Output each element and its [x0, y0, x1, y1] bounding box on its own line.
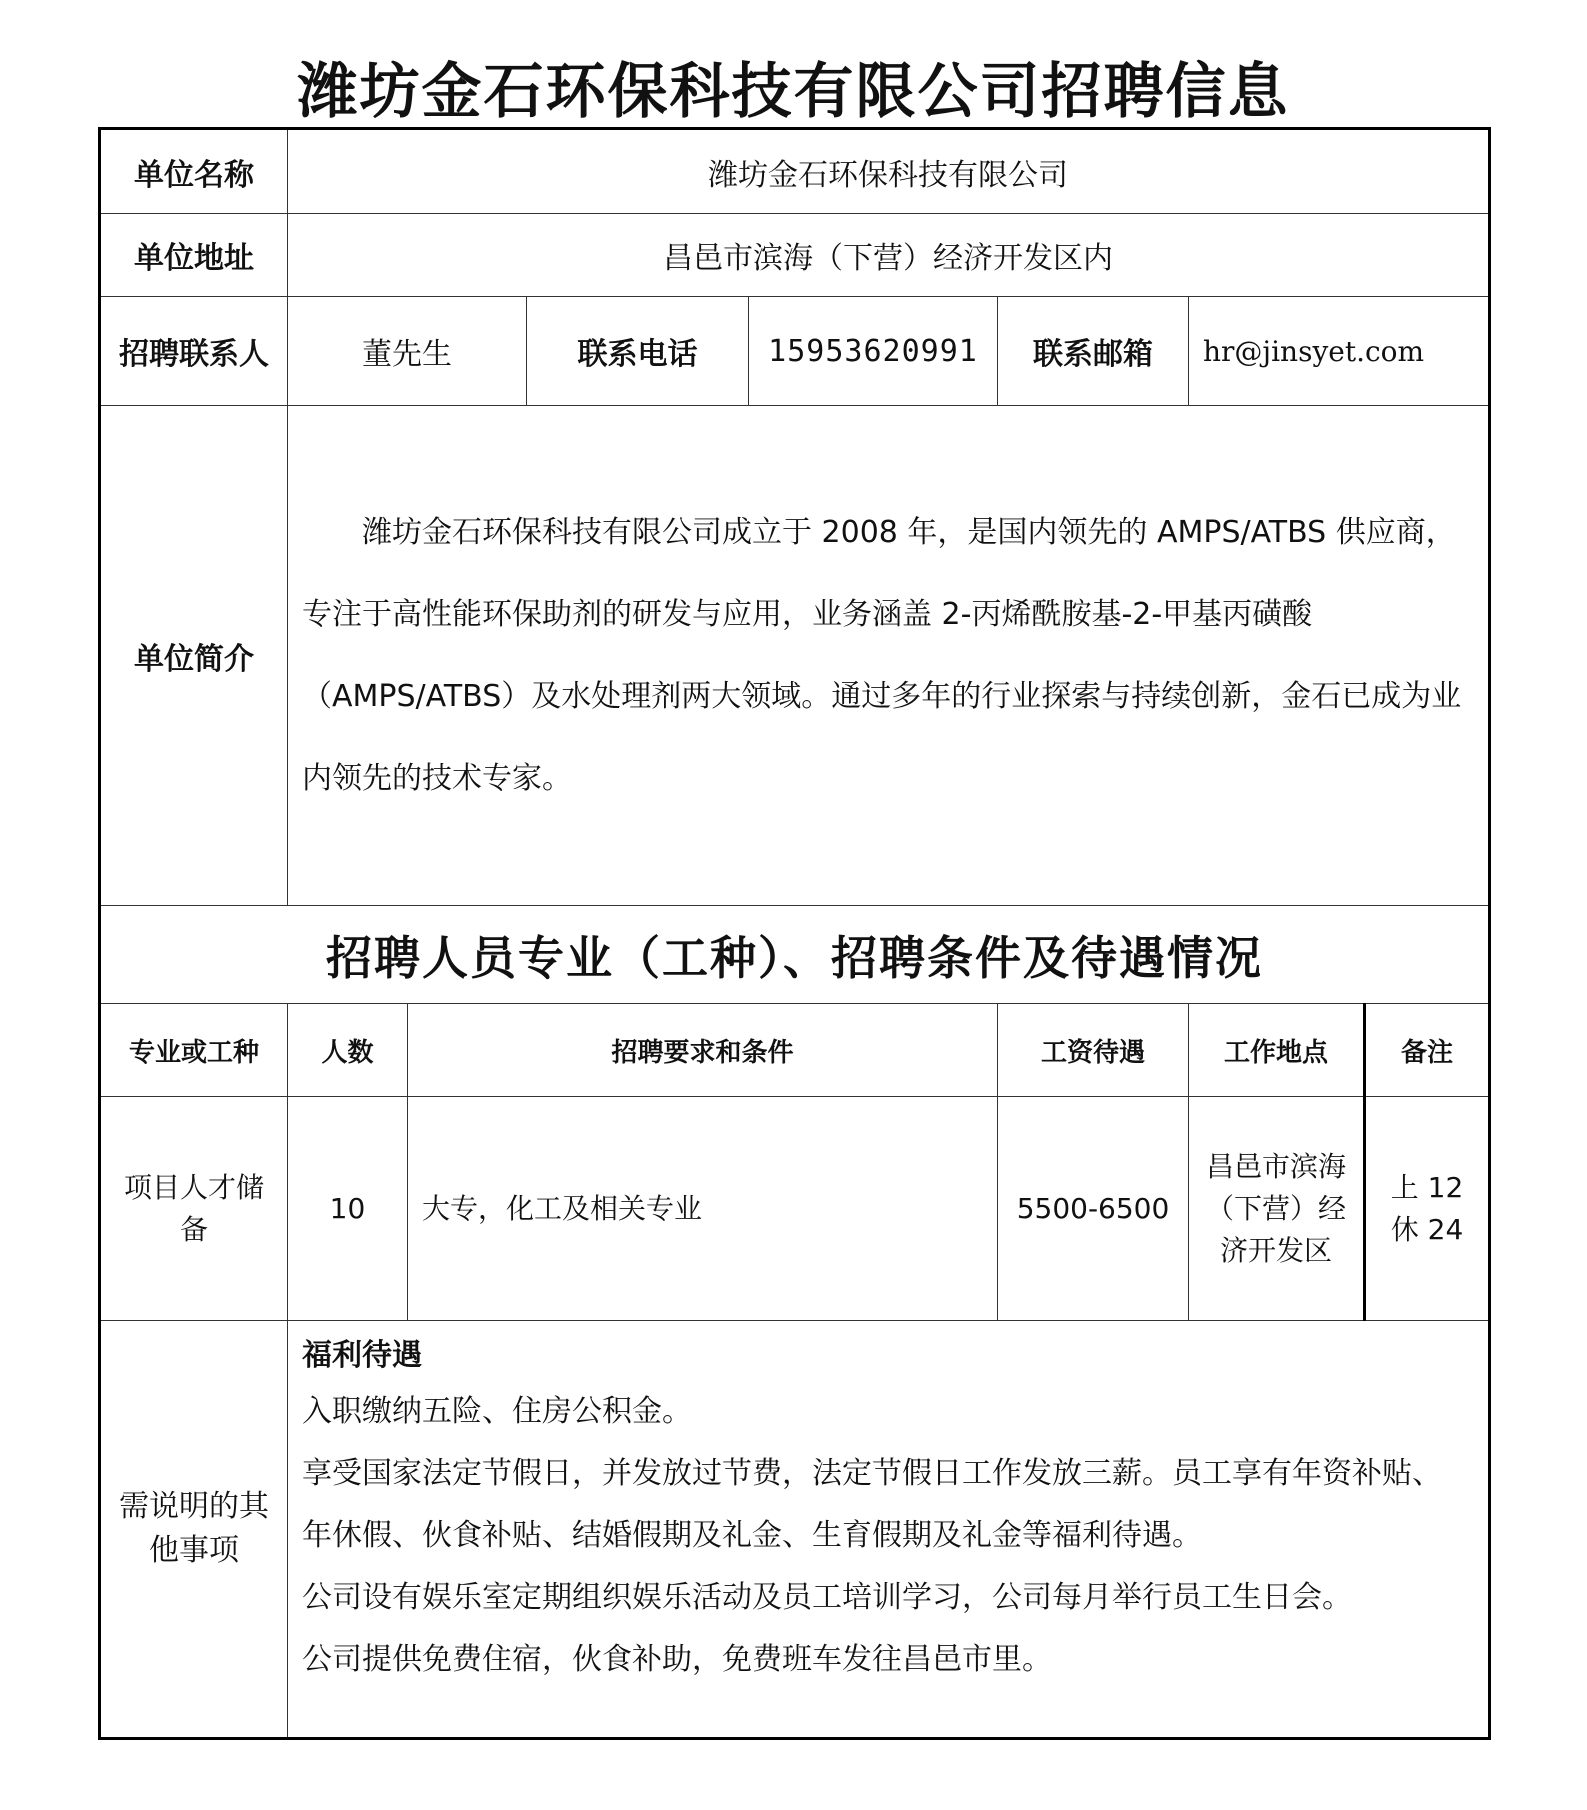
company-name-label: 单位名称 — [100, 129, 288, 214]
jobs-header-row — [100, 1004, 1490, 1097]
intro-cell — [288, 406, 1490, 906]
other-notes-content — [288, 1321, 1490, 1739]
phone-value: 15953620991 — [749, 297, 998, 406]
benefit-line: 入职缴纳五险、住房公积金。 — [302, 1394, 692, 1429]
company-name-row — [100, 129, 1490, 214]
company-address-value: 昌邑市滨海（下营）经济开发区内 — [288, 214, 1490, 297]
section-title-row — [100, 906, 1490, 1004]
job-location-line: （下营）经 — [1205, 1191, 1346, 1225]
job-requirements: 大专，化工及相关专业 — [408, 1097, 998, 1321]
table-row — [100, 1097, 1490, 1321]
job-remarks-line: 休 24 — [1390, 1212, 1464, 1246]
contact-value: 董先生 — [288, 297, 527, 406]
benefit-line: 享受国家法定节假日，并发放过节费，法定节假日工作发放三薪。员工享有年资补贴、 — [302, 1456, 1442, 1491]
contact-row — [100, 297, 1490, 406]
job-location-line: 昌邑市滨海 — [1205, 1149, 1346, 1183]
header-salary: 工资待遇 — [998, 1004, 1189, 1097]
benefit-heading: 福利待遇 — [302, 1338, 422, 1373]
company-address-label: 单位地址 — [100, 214, 288, 297]
email-label: 联系邮箱 — [998, 297, 1189, 406]
intro-row — [100, 406, 1490, 906]
intro-label: 单位简介 — [100, 406, 288, 906]
job-salary: 5500-6500 — [998, 1097, 1189, 1321]
benefit-line: 公司设有娱乐室定期组织娱乐活动及员工培训学习，公司每月举行员工生日会。 — [302, 1580, 1352, 1615]
job-major — [100, 1097, 288, 1321]
phone-label: 联系电话 — [527, 297, 749, 406]
other-notes-row — [100, 1321, 1490, 1739]
job-location-line: 济开发区 — [1219, 1233, 1332, 1267]
job-remarks — [1365, 1097, 1490, 1321]
job-major-line: 项目人才储 — [123, 1170, 264, 1204]
contact-label: 招聘联系人 — [100, 297, 288, 406]
other-notes-label — [100, 1321, 288, 1739]
benefit-line: 公司提供免费住宿，伙食补助，免费班车发往昌邑市里。 — [302, 1642, 1052, 1677]
job-remarks-line: 上 12 — [1390, 1170, 1464, 1204]
header-remarks: 备注 — [1365, 1004, 1490, 1097]
email-value: hr@jinsyet.com — [1189, 297, 1490, 406]
header-count: 人数 — [288, 1004, 408, 1097]
company-name-value: 潍坊金石环保科技有限公司 — [288, 129, 1490, 214]
benefit-line: 年休假、伙食补贴、结婚假期及礼金、生育假期及礼金等福利待遇。 — [302, 1518, 1202, 1553]
job-location — [1189, 1097, 1365, 1321]
recruitment-table — [98, 127, 1491, 1740]
other-notes-label-line: 需说明的其 — [119, 1489, 269, 1524]
company-address-row — [100, 214, 1490, 297]
section-title: 招聘人员专业（工种）、招聘条件及待遇情况 — [100, 906, 1490, 1004]
other-notes-label-line: 他事项 — [149, 1533, 239, 1568]
header-requirements: 招聘要求和条件 — [408, 1004, 998, 1097]
intro-paragraph: 潍坊金石环保科技有限公司成立于 2008 年，是国内领先的 AMPS/ATBS 供应商，专注于高性能环保助剂的研发与应用，业务涵盖 2-丙烯酰胺基-2-甲基丙磺酸（AMPS/ATBS）及水处理剂两大领域。通过多年的行业探索与持续创新，金石已成为业内领先的技术专家。 — [302, 514, 1462, 796]
job-major-line: 备 — [179, 1212, 208, 1246]
header-major: 专业或工种 — [100, 1004, 288, 1097]
header-location: 工作地点 — [1189, 1004, 1365, 1097]
job-count: 10 — [288, 1097, 408, 1321]
page-title: 潍坊金石环保科技有限公司招聘信息 — [297, 57, 1290, 127]
